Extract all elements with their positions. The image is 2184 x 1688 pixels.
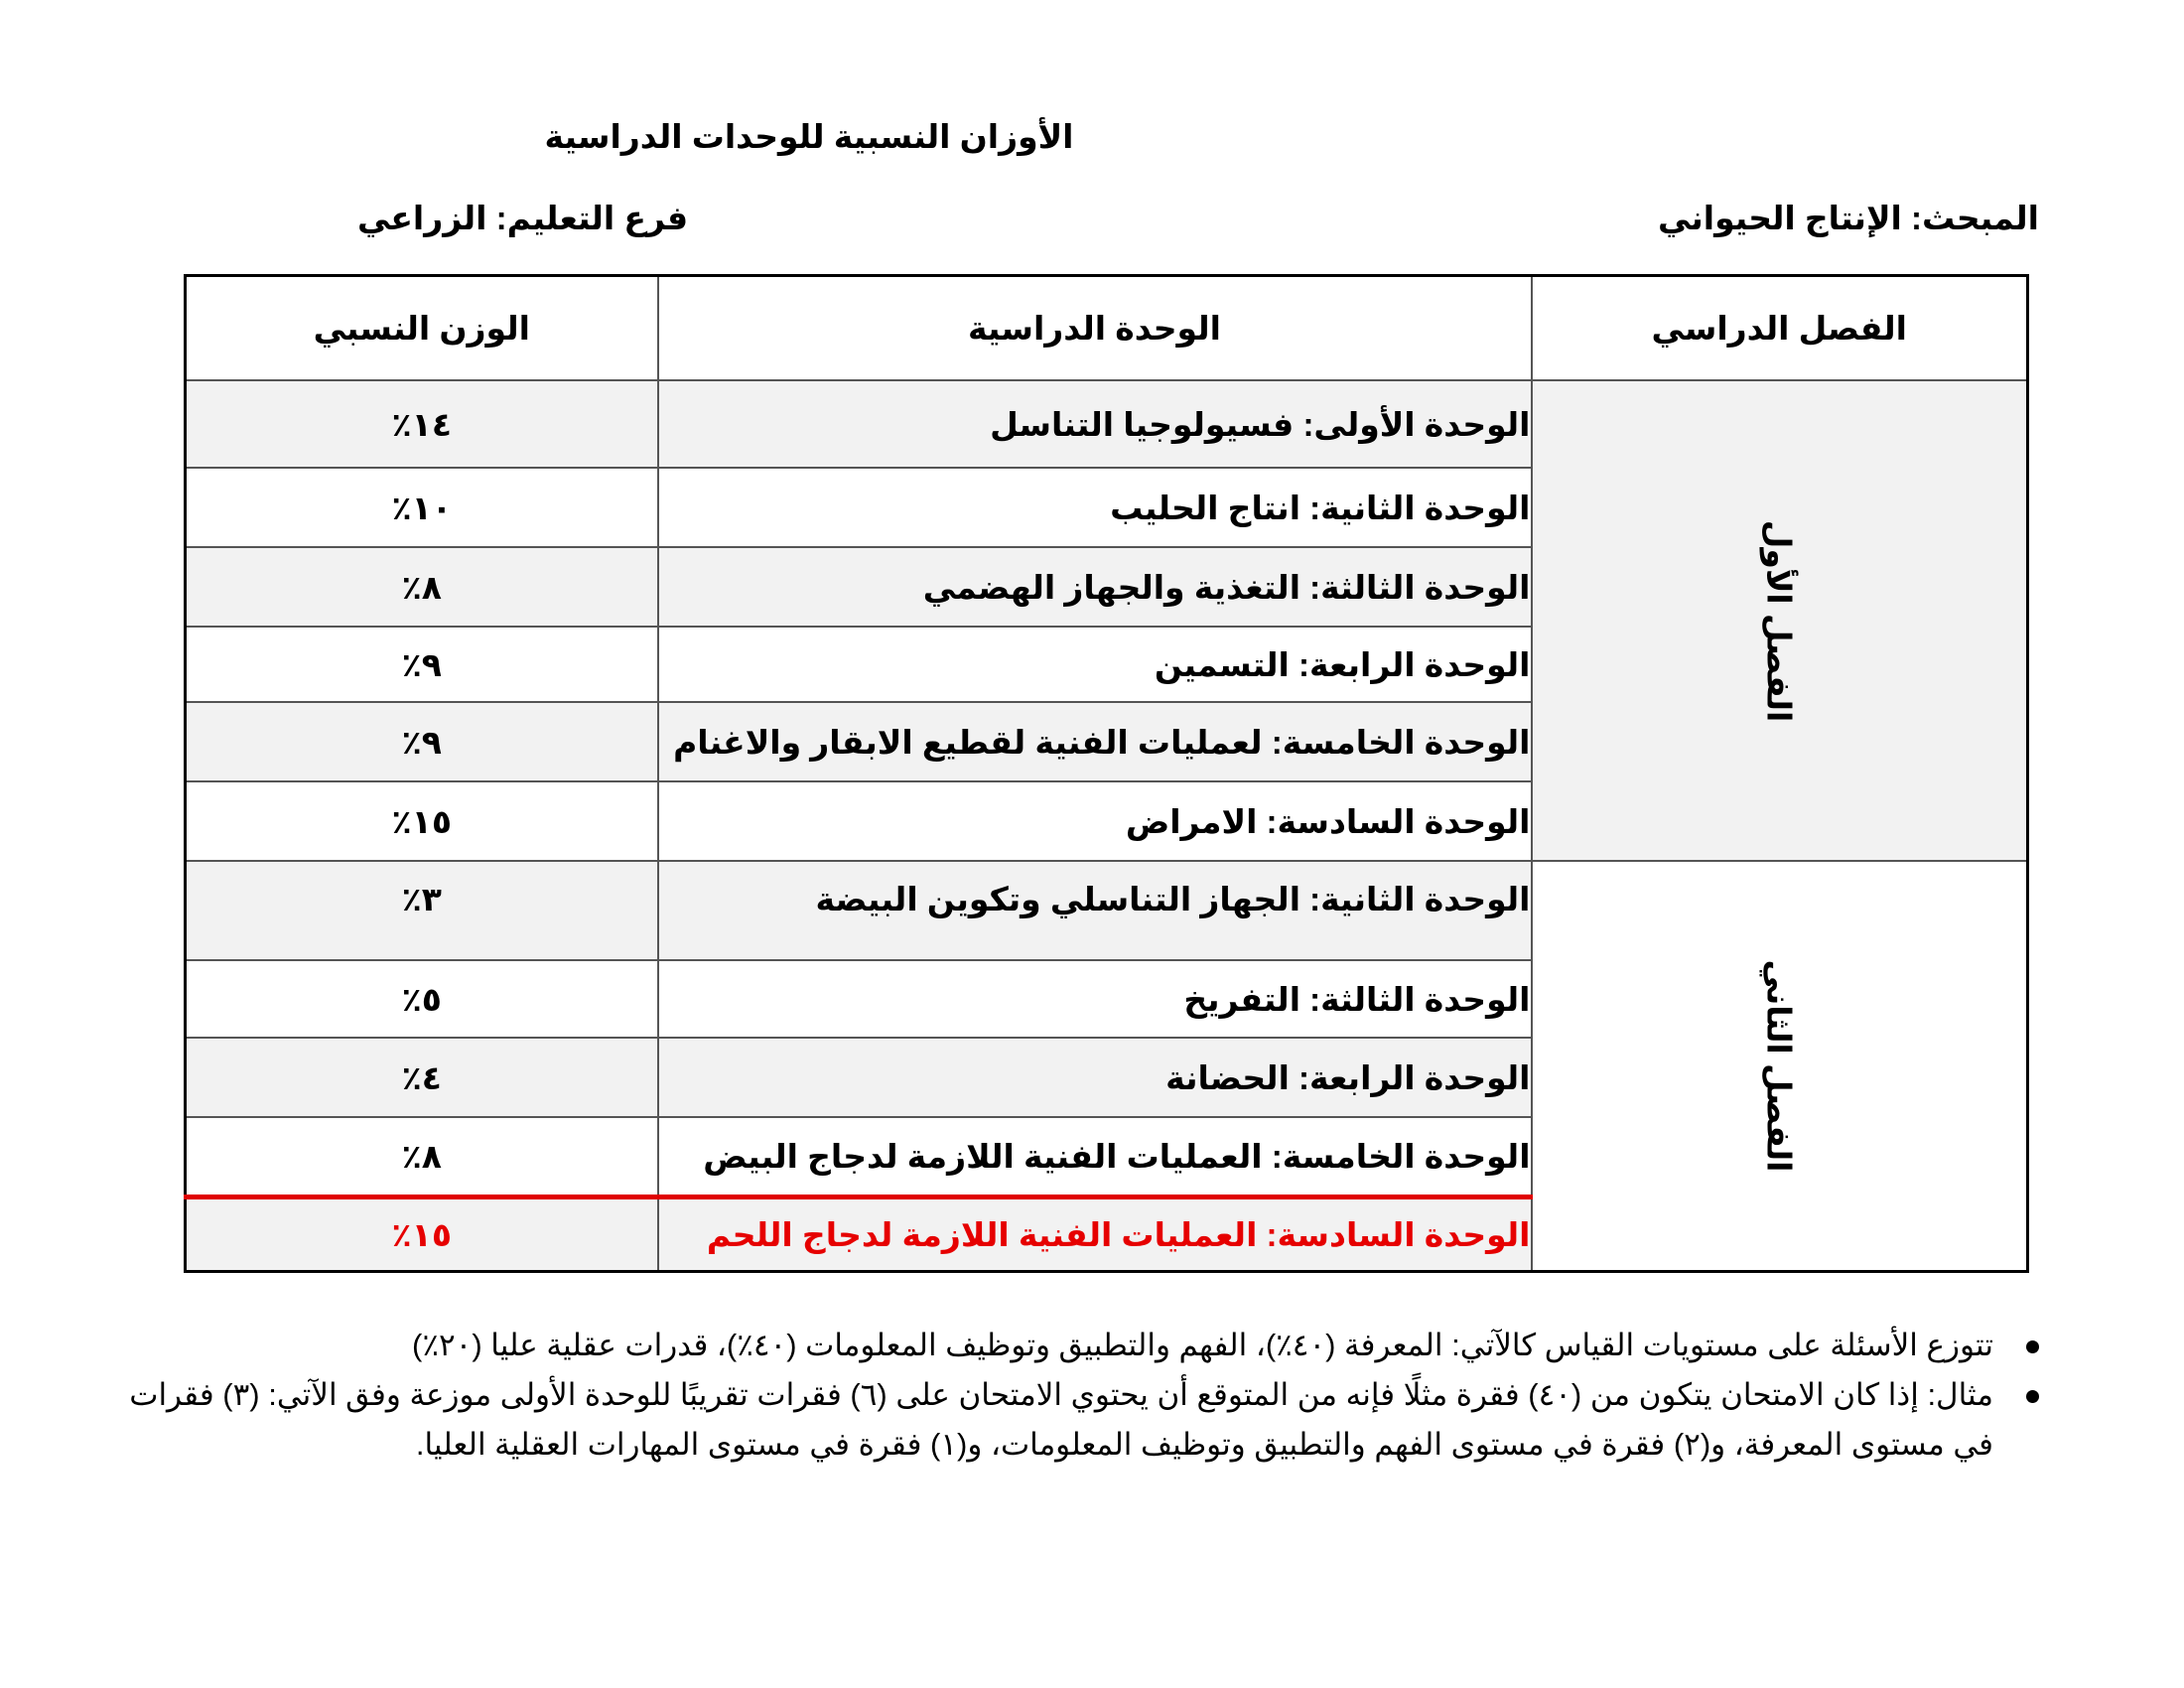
notes-section <box>99 1321 2045 1470</box>
unit-cell: الوحدة السادسة: الامراض <box>658 781 1532 861</box>
semester-label: الفصل الأول <box>1760 519 1798 722</box>
weight-cell: ٨٪ <box>186 1117 658 1196</box>
unit-cell: الوحدة الثالثة: التغذية والجهاز الهضمي <box>658 547 1532 627</box>
subject-label: المبحث: الإنتاج الحيواني <box>1658 200 2039 236</box>
weight-cell: ٥٪ <box>186 960 658 1038</box>
weight-cell: ١٤٪ <box>186 380 658 468</box>
weight-cell: ٤٪ <box>186 1038 658 1117</box>
semester-cell <box>1532 861 2028 1271</box>
unit-cell: الوحدة الرابعة: الحضانة <box>658 1038 1532 1117</box>
note-item: مثال: إذا كان الامتحان يتكون من (٤٠) فقرة مثلًا فإنه من المتوقع أن يحتوي الامتحان على (٦) فقرات تقريبًا للوحدة الأولى موزعة وفق الآتي: (٣) فقرات في مستوى المعرفة، و(٢) فقرة في مستوى الفهم والتطبيق وتوظيف المعلومات، و(١) فقرة في مستوى المهارات العقلية العليا. <box>99 1370 1993 1470</box>
table-row <box>186 861 2028 960</box>
weight-cell: ٩٪ <box>186 627 658 702</box>
weight-cell: ١٥٪ <box>186 1196 658 1271</box>
unit-cell: الوحدة الثانية: الجهاز التناسلي وتكوين البيضة <box>658 861 1532 960</box>
semester-cell <box>1532 380 2028 861</box>
weight-cell: ١٥٪ <box>186 781 658 861</box>
weight-cell: ٣٪ <box>186 861 658 960</box>
table-header-row <box>186 276 2028 381</box>
note-item: تتوزع الأسئلة على مستويات القياس كالآتي: المعرفة (٤٠٪)، الفهم والتطبيق وتوظيف المعلومات (٤٠٪)، قدرات عقلية عليا (٢٠٪) <box>99 1321 1993 1370</box>
unit-cell: الوحدة الخامسة: العمليات الفنية اللازمة لدجاج البيض <box>658 1117 1532 1196</box>
unit-cell: الوحدة الأولى: فسيولوجيا التناسل <box>658 380 1532 468</box>
weight-cell: ٨٪ <box>186 547 658 627</box>
notes-list <box>99 1321 2045 1470</box>
table-row <box>186 380 2028 468</box>
weight-cell: ١٠٪ <box>186 468 658 547</box>
unit-cell: الوحدة الخامسة: لعمليات الفنية لقطيع الابقار والاغنام <box>658 702 1532 781</box>
branch-label: فرع التعليم: الزراعي <box>357 200 689 236</box>
unit-cell: الوحدة السادسة: العمليات الفنية اللازمة لدجاج اللحم <box>658 1196 1532 1271</box>
unit-cell: الوحدة الرابعة: التسمين <box>658 627 1532 702</box>
unit-cell: الوحدة الثانية: انتاج الحليب <box>658 468 1532 547</box>
unit-cell: الوحدة الثالثة: التفريخ <box>658 960 1532 1038</box>
units-weights-table <box>184 274 2029 1273</box>
weight-cell: ٩٪ <box>186 702 658 781</box>
header-unit: الوحدة الدراسية <box>658 276 1532 381</box>
header-weight: الوزن النسبي <box>186 276 658 381</box>
header-semester: الفصل الدراسي <box>1532 276 2028 381</box>
semester-label: الفصل الثاني <box>1760 959 1798 1173</box>
page-title: الأوزان النسبية للوحدات الدراسية <box>544 118 1074 155</box>
